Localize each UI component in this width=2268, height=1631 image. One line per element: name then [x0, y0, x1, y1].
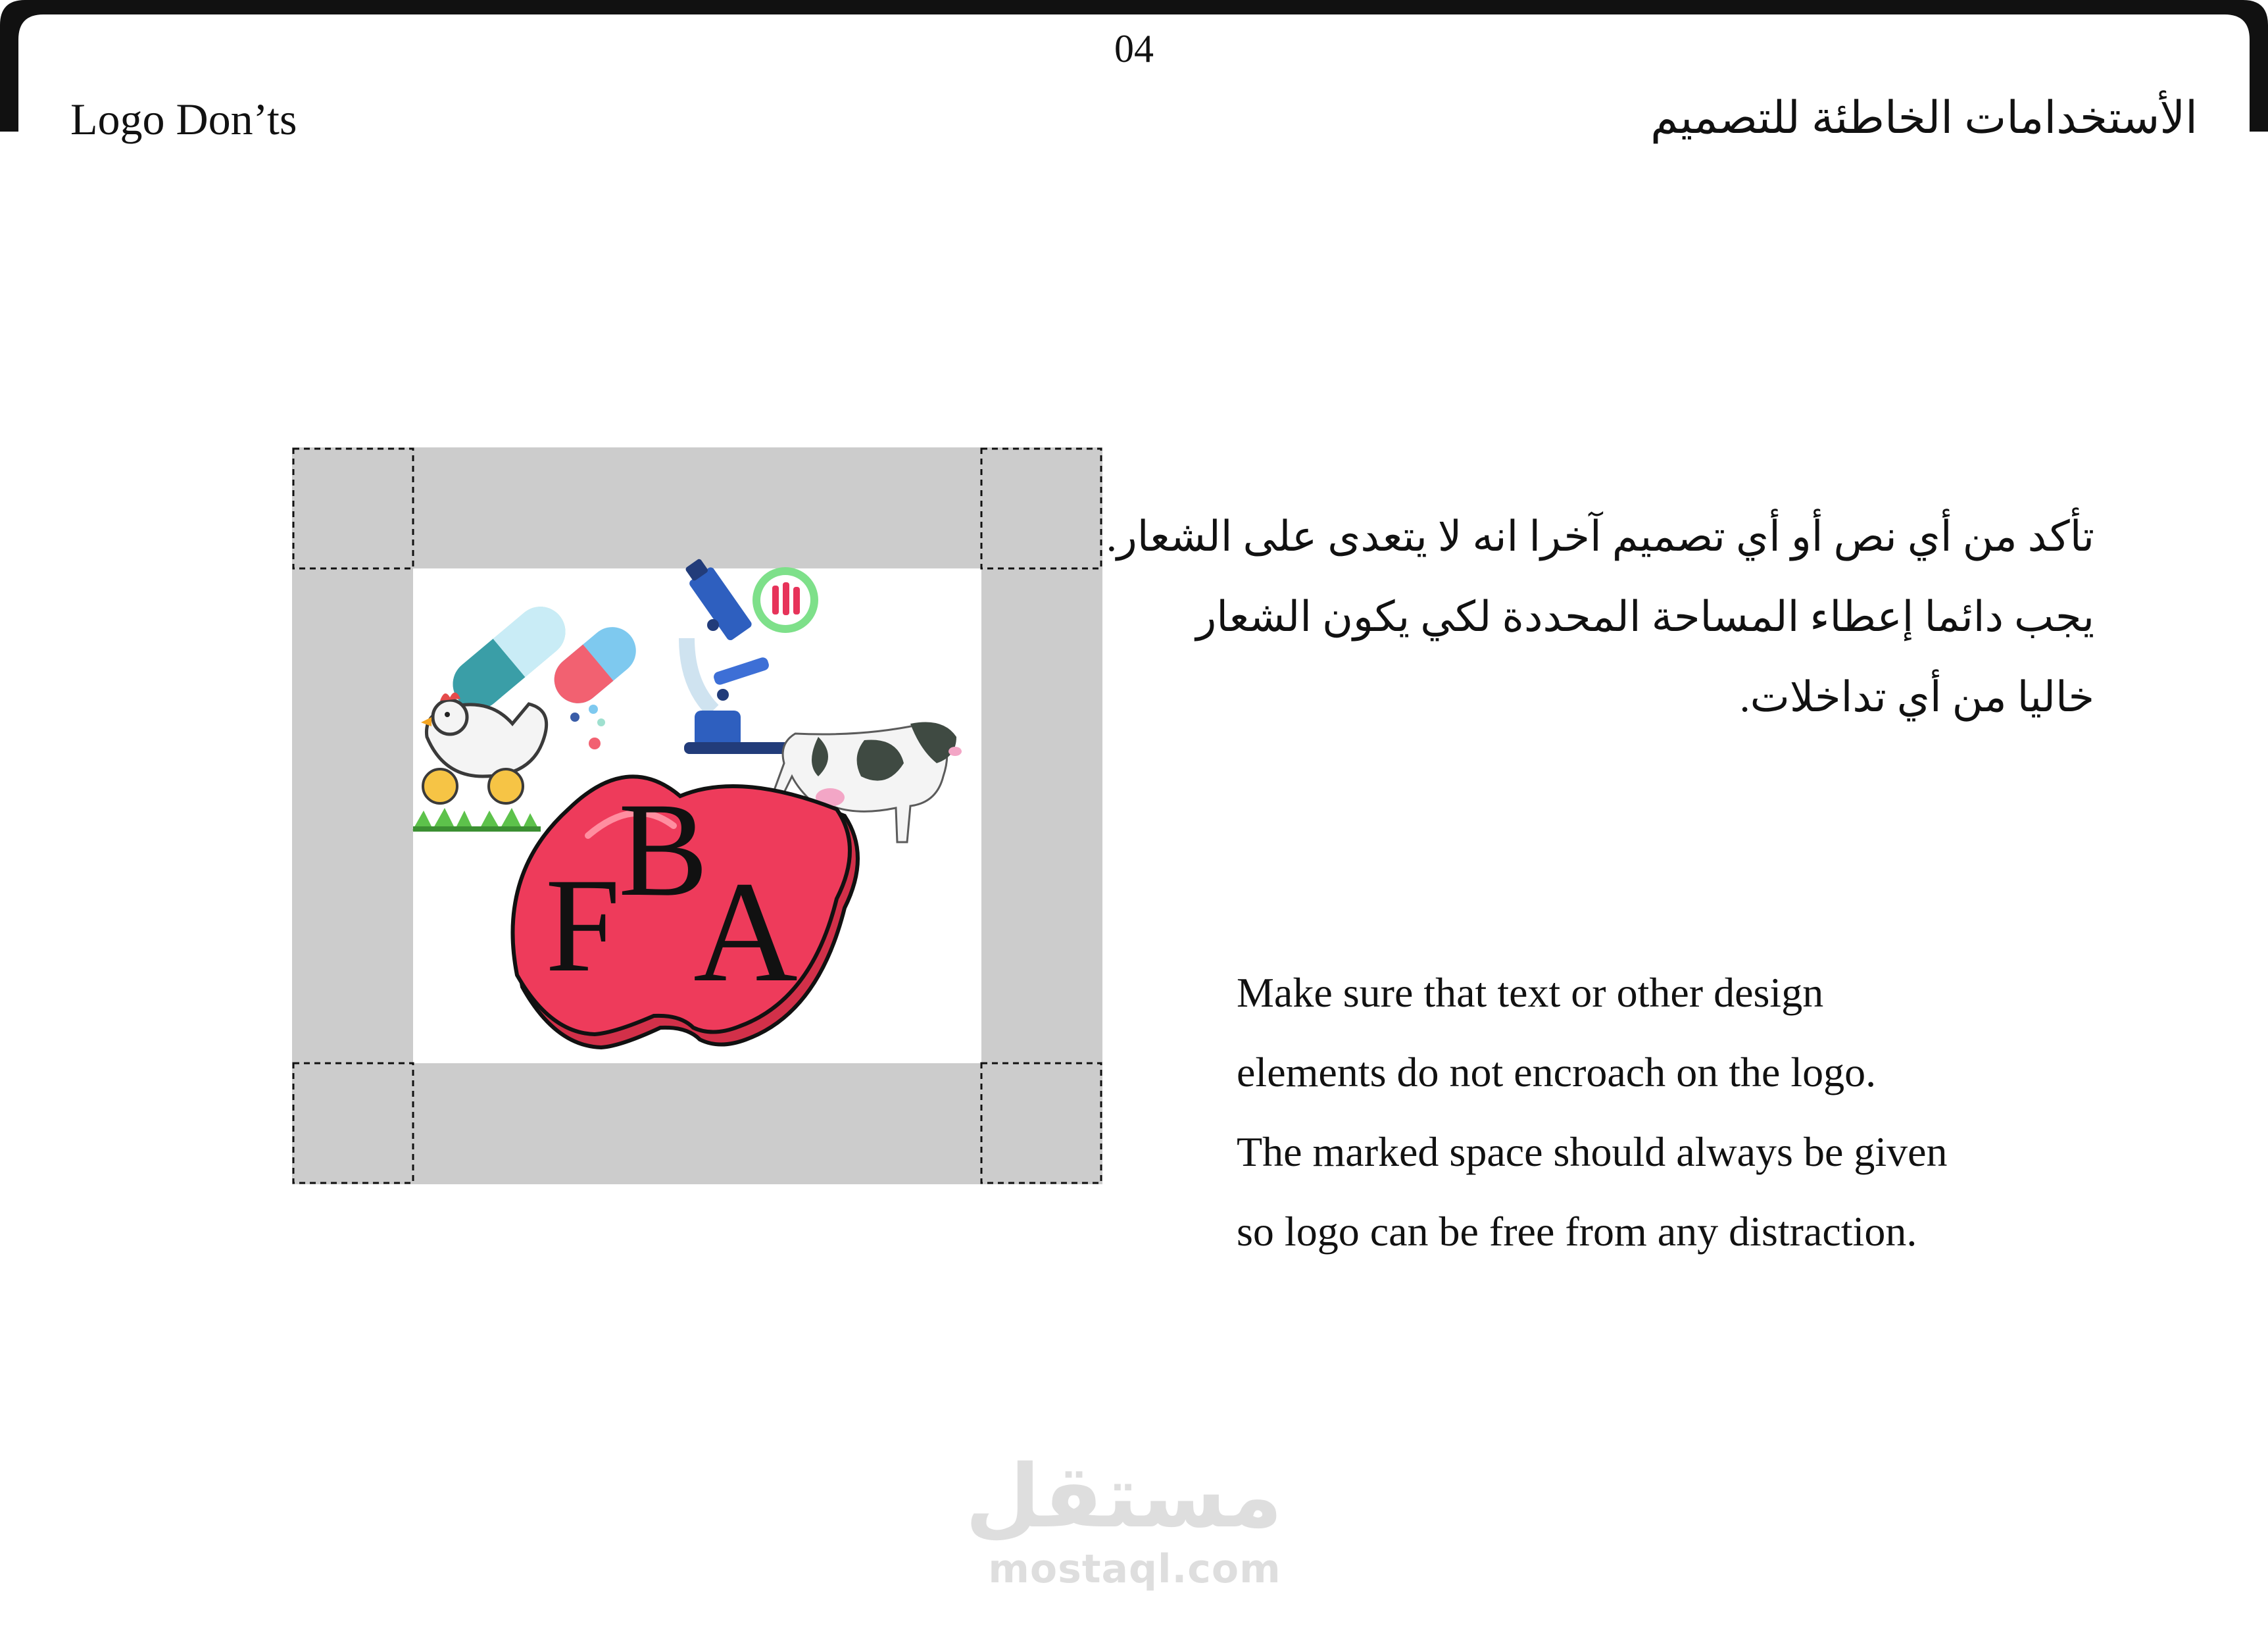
english-line: Make sure that text or other design	[1237, 969, 1824, 1016]
english-line: The marked space should always be given	[1237, 1128, 1948, 1175]
header-title-arabic: الأستخدامات الخاطئة للتصميم	[1650, 93, 2198, 143]
mostaql-watermark	[965, 1446, 1283, 1592]
arabic-line: خاليا من أي تداخلات.	[1739, 674, 2094, 720]
logo-letter-a: A	[693, 851, 798, 1012]
english-line: so logo can be free from any distraction.	[1237, 1208, 1917, 1255]
english-guideline-text	[1237, 953, 2092, 1271]
arabic-guideline-text	[1106, 497, 2094, 738]
logo-letter-b: B	[618, 775, 708, 924]
english-line: elements do not encroach on the logo.	[1237, 1049, 1877, 1095]
watermark-latin: mostaql.com	[988, 1546, 1281, 1592]
page-number: 04	[1114, 27, 1154, 70]
logo-clear-space-diagram	[292, 447, 1102, 1184]
watermark-arabic: مستقل	[965, 1446, 1283, 1547]
logo-letter-f: F	[545, 851, 621, 1000]
arabic-line: تأكد من أي نص أو أي تصميم آخرا انه لا يتعدى على الشعار.	[1106, 513, 2094, 560]
arabic-line: يجب دائما إعطاء المساحة المحددة لكي يكون الشعار	[1196, 593, 2094, 640]
header-title-english: Logo Don’ts	[70, 94, 297, 144]
